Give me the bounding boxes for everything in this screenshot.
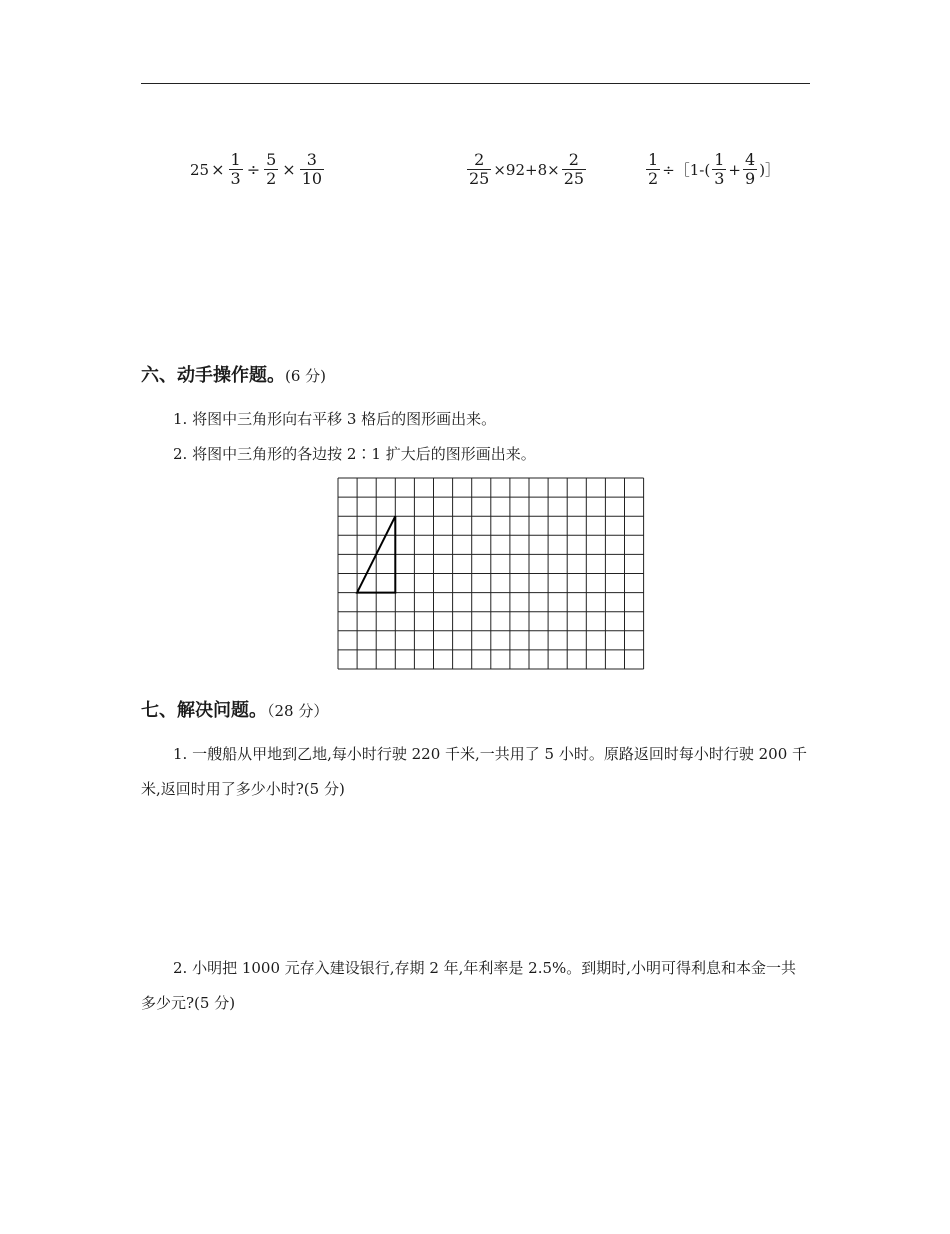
numerator: 1 [648,150,659,169]
fraction [743,151,757,188]
problem-1: 1. 一艘船从甲地到乙地,每小时行驶 220 千米,一共用了 5 小时。原路返回时每小时行驶 200 千米,返回时用了多少小时?(5 分) [141,745,808,798]
section-6-item-2: 2. 将图中三角形的各边按 2∶1 扩大后的图形画出来。 [173,445,536,463]
section-7-score: （28 分） [267,702,329,720]
expression-1 [190,151,326,188]
expr1-op: × [211,160,225,179]
denominator: 25 [563,169,585,188]
problem-2: 2. 小明把 1000 元存入建设银行,存期 2 年,年利率是 2.5%。到期时,小明可得利息和本金一共多少元?(5 分) [141,959,797,1012]
fraction [562,151,586,188]
section-7-title [141,696,328,722]
numerator: 2 [568,150,579,169]
expr1-op: × [282,160,296,179]
expr3-op: ÷［1-( [662,161,711,179]
expr1-op: ÷ [246,160,261,179]
expression-3 [644,151,780,188]
section-6-item-1: 1. 将图中三角形向右平移 3 格后的图形画出来。 [173,410,497,428]
section-7-heading: 七、解决问题。 [141,700,267,721]
section-6-title [141,361,326,387]
fraction [646,151,660,188]
drawing-grid [337,477,646,670]
header-rule [141,83,810,84]
grid-lines [338,478,644,669]
denominator: 3 [230,169,241,188]
fraction [467,151,491,188]
expr2-middle: ×92+8× [493,160,560,179]
numerator: 5 [266,150,277,169]
expr3-tail: )］ [759,161,781,179]
fraction [300,151,324,188]
denominator: 25 [469,169,490,188]
numerator: 2 [474,150,485,169]
denominator: 2 [266,169,277,188]
expr3-plus: + [728,160,741,179]
expression-2 [465,151,588,188]
fraction [264,151,278,188]
section-6-score: (6 分) [285,367,327,385]
fraction [712,151,726,188]
expr1-term: 25 [190,160,210,179]
numerator: 1 [714,150,725,169]
denominator: 2 [648,169,659,188]
section-6-heading: 六、动手操作题。 [141,365,285,386]
denominator: 9 [745,169,756,188]
numerator: 4 [745,150,756,169]
denominator: 10 [301,169,323,188]
numerator: 1 [230,150,241,169]
numerator: 3 [306,150,317,169]
fraction [229,151,243,188]
denominator: 3 [714,169,725,188]
